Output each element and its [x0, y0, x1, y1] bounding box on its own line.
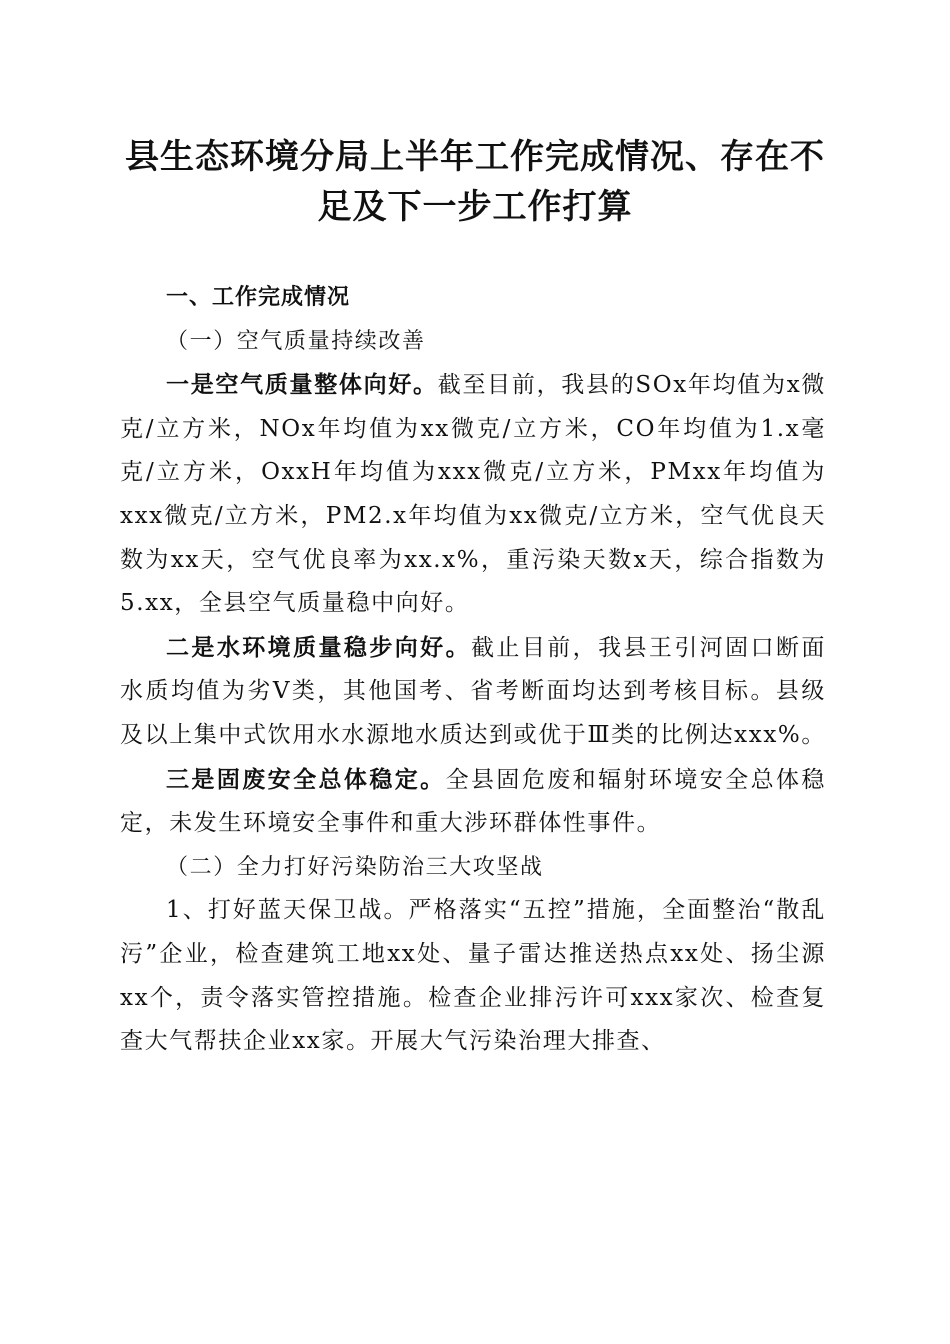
- paragraph-lead: 二是水环境质量稳步向好。: [166, 633, 471, 661]
- title-line-1: 县生态环境分局上半年工作完成情况、存在不: [125, 137, 825, 177]
- document-body: [120, 276, 826, 1064]
- paragraph-lead: 一是空气质量整体向好。: [166, 371, 438, 399]
- document-title: [110, 132, 840, 232]
- subsection-heading-2: （二）全力打好污染防治三大攻坚战: [166, 854, 544, 880]
- paragraph-text: 全县固危废和辐射环境安全总体稳定，未发生环境安全事件和重大涉环群体性事件。: [120, 766, 826, 837]
- paragraph-solid-waste: [120, 758, 826, 846]
- paragraph-text: 截至目前，我县的SOx年均值为x微克/立方米，NOx年均值为xx微克/立方米，CO年均值为1.x毫克/立方米，OxxH年均值为xxx微克/立方米，PMxx年均值为xxx微克/立方米，PM2.x年均值为xx微克/立方米，空气优良天数为xx天，空气优良率为xx.x%，重污染天数x天，综合指数为5.xx，全县空气质量稳中向好。: [120, 372, 826, 617]
- paragraph-text: 截止目前，我县王引河固口断面水质均值为劣Ⅴ类，其他国考、省考断面均达到考核目标。县级及以上集中式饮用水水源地水质达到或优于Ⅲ类的比例达xxx%。: [120, 634, 827, 748]
- subsection-heading-1: （一）空气质量持续改善: [166, 328, 426, 354]
- paragraph-air-quality: [120, 363, 826, 626]
- section-heading-1: 一、工作完成情况: [166, 285, 351, 310]
- title-line-2: 足及下一步工作打算: [317, 187, 633, 227]
- paragraph-water-quality: [120, 626, 826, 758]
- paragraph-lead: 三是固废安全总体稳定。: [166, 765, 446, 793]
- paragraph-blue-sky: 1、打好蓝天保卫战。严格落实“五控”措施，全面整治“散乱污”企业，检查建筑工地xx处、量子雷达推送热点xx处、扬尘源xx个，责令落实管控措施。检查企业排污许可xxx家次、检查复查大气帮扶企业xx家。开展大气污染治理大排查、: [120, 897, 826, 1055]
